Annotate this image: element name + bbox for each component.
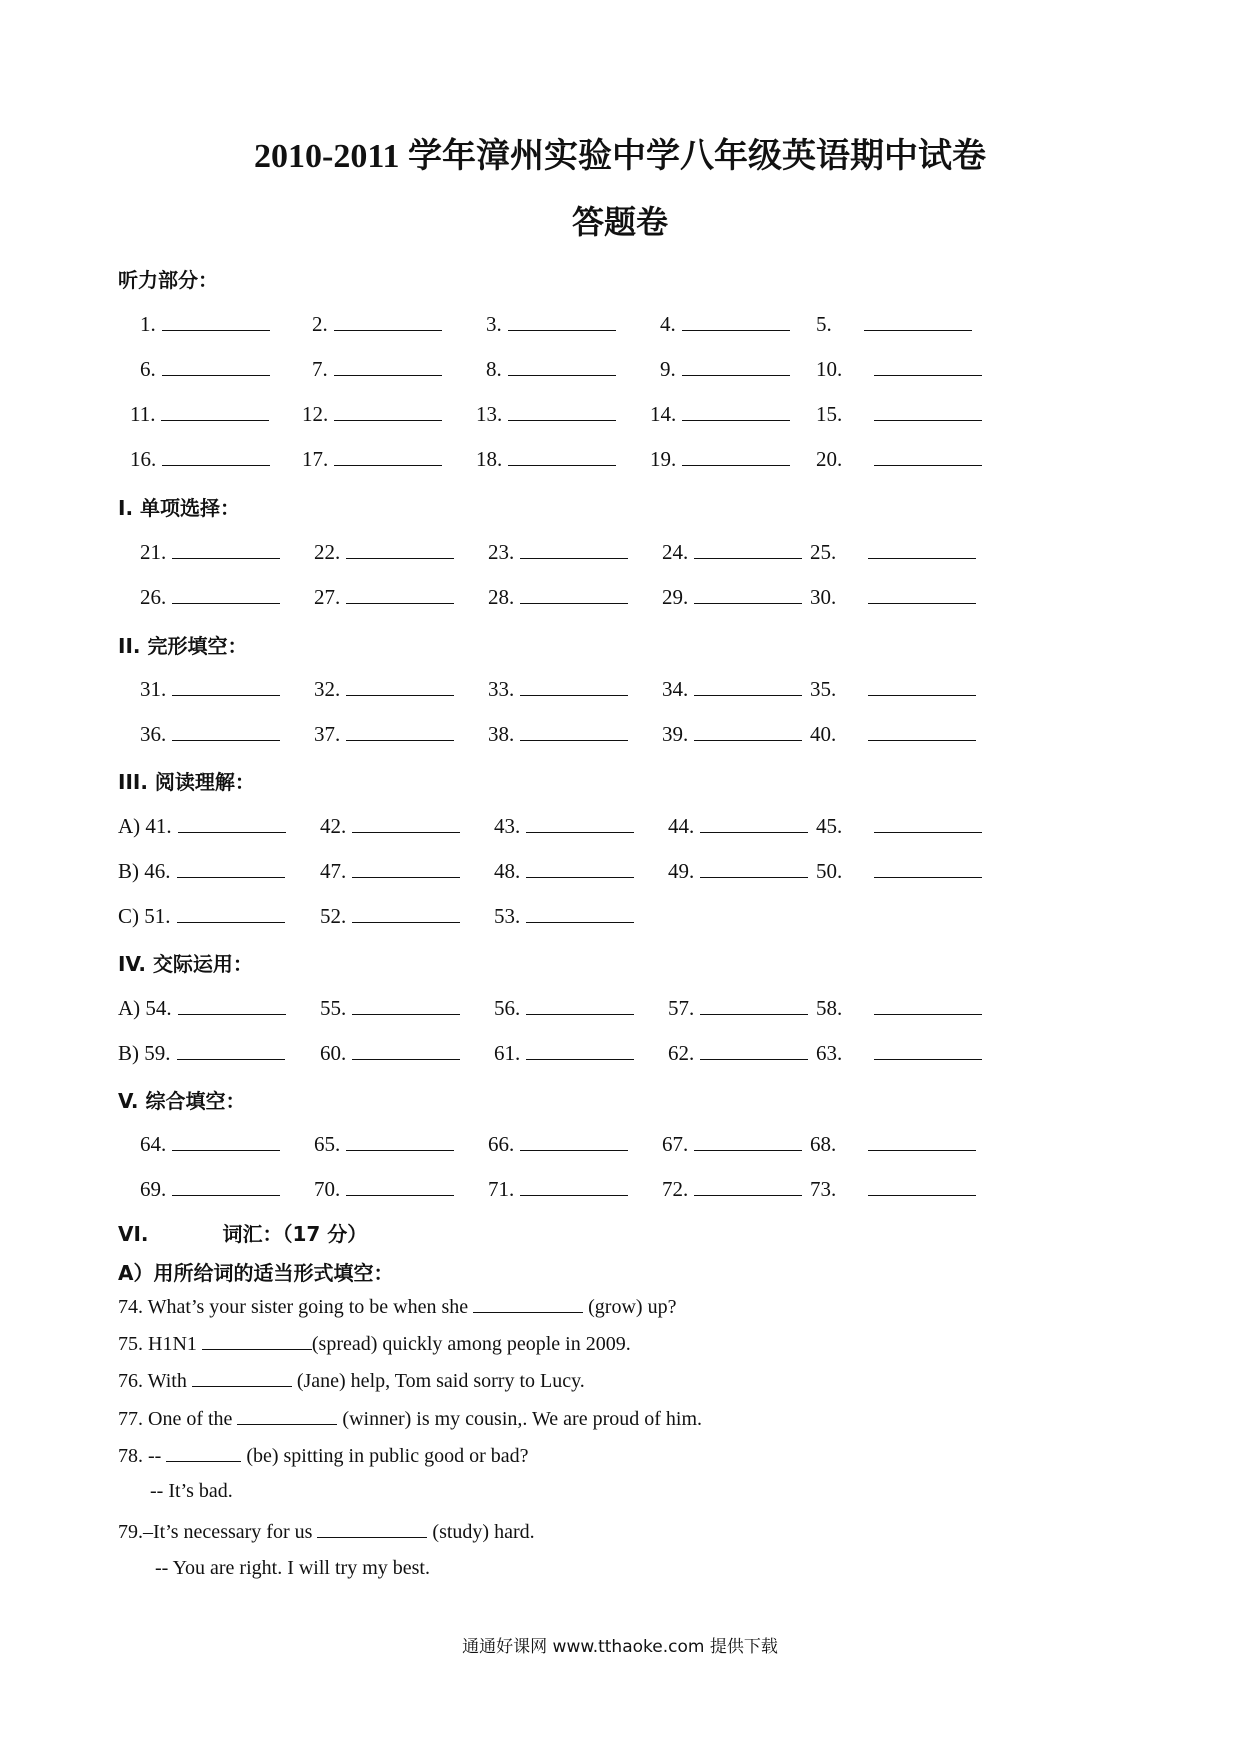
answer-item (650, 445, 790, 472)
item-number: 45. (816, 814, 843, 838)
answer-blank[interactable] (317, 1519, 427, 1538)
answer-item (320, 902, 460, 929)
answer-item (140, 583, 280, 610)
answer-blank[interactable] (177, 902, 285, 923)
answer-item (140, 310, 270, 337)
answer-blank[interactable] (864, 310, 972, 331)
question-75: 75. H1N1 (spread) quickly among people in 2009. (118, 1333, 631, 1355)
answer-blank[interactable] (346, 1175, 454, 1196)
answer-item (488, 675, 628, 702)
section-comprehensive: V. 综合填空： (118, 1089, 246, 1113)
item-number: 16. (130, 447, 157, 471)
item-number: 61. (494, 1041, 521, 1065)
item-number: 32. (314, 677, 341, 701)
answer-item (668, 1039, 808, 1066)
answer-item (302, 445, 442, 472)
answer-blank[interactable] (352, 812, 460, 833)
item-number: 55. (320, 996, 347, 1020)
answer-item (662, 1130, 802, 1157)
answer-item (816, 994, 982, 1021)
answer-blank[interactable] (162, 445, 270, 466)
answer-blank[interactable] (172, 1130, 280, 1151)
item-number: 56. (494, 996, 521, 1020)
answer-blank[interactable] (874, 994, 982, 1015)
answer-item (314, 675, 454, 702)
answer-item (302, 400, 442, 427)
answer-blank[interactable] (868, 538, 976, 559)
answer-item (118, 857, 285, 884)
item-number: 10. (816, 357, 843, 381)
answer-item (488, 1175, 628, 1202)
answer-item (320, 812, 460, 839)
answer-item (494, 994, 634, 1021)
item-number: 26. (140, 585, 167, 609)
item-number: A) 41. (118, 814, 172, 838)
answer-blank[interactable] (694, 720, 802, 741)
section-vocab-part-a: A）用所给词的适当形式填空： (118, 1261, 394, 1285)
answer-blank[interactable] (682, 445, 790, 466)
answer-blank[interactable] (346, 675, 454, 696)
answer-blank[interactable] (166, 1443, 241, 1462)
answer-item (486, 355, 616, 382)
item-number: 22. (314, 540, 341, 564)
question-77: 77. One of the (winner) is my cousin,. We are proud of him. (118, 1408, 703, 1430)
answer-blank[interactable] (682, 310, 790, 331)
answer-blank[interactable] (237, 1406, 337, 1425)
item-number: 72. (662, 1177, 689, 1201)
answer-item (314, 538, 454, 565)
answer-item (810, 538, 976, 565)
answer-blank[interactable] (352, 994, 460, 1015)
answer-blank[interactable] (868, 720, 976, 741)
question-76: 76. With (Jane) help, Tom said sorry to Lucy. (118, 1370, 585, 1392)
answer-item (662, 583, 802, 610)
item-number: C) 51. (118, 904, 171, 928)
answer-blank[interactable] (177, 1039, 285, 1060)
item-number: 52. (320, 904, 347, 928)
answer-blank[interactable] (172, 583, 280, 604)
answer-item (476, 445, 616, 472)
item-number: 6. (140, 357, 156, 381)
section-number: VI. (118, 1222, 149, 1246)
item-number: 67. (662, 1132, 689, 1156)
answer-item (810, 720, 976, 747)
item-number: 9. (660, 357, 676, 381)
answer-blank[interactable] (346, 538, 454, 559)
item-number: 35. (810, 677, 837, 701)
answer-blank[interactable] (526, 994, 634, 1015)
answer-blank[interactable] (346, 583, 454, 604)
item-number: 47. (320, 859, 347, 883)
answer-blank[interactable] (868, 583, 976, 604)
answer-blank[interactable] (874, 445, 982, 466)
item-number: 15. (816, 402, 843, 426)
answer-blank[interactable] (694, 1130, 802, 1151)
footer-source: 通通好课网 www.tthaoke.com 提供下载 (462, 1637, 778, 1657)
answer-blank[interactable] (682, 400, 790, 421)
answer-item (668, 857, 808, 884)
answer-blank[interactable] (334, 445, 442, 466)
answer-blank[interactable] (172, 538, 280, 559)
answer-item (118, 994, 286, 1021)
item-number: 8. (486, 357, 502, 381)
answer-item (140, 538, 280, 565)
item-number: 66. (488, 1132, 515, 1156)
item-number: 31. (140, 677, 167, 701)
answer-blank[interactable] (346, 720, 454, 741)
answer-item (320, 857, 460, 884)
answer-blank[interactable] (508, 355, 616, 376)
item-number: 19. (650, 447, 677, 471)
item-number: A) 54. (118, 996, 172, 1020)
item-number: 53. (494, 904, 521, 928)
question-79-response: -- You are right. I will try my best. (155, 1557, 430, 1579)
section-communication: IV. 交际运用： (118, 952, 253, 976)
item-number: 37. (314, 722, 341, 746)
answer-item (810, 583, 976, 610)
answer-blank[interactable] (172, 1175, 280, 1196)
item-number: 48. (494, 859, 521, 883)
item-number: 62. (668, 1041, 695, 1065)
question-74: 74. What’s your sister going to be when she (grow) up? (118, 1296, 677, 1318)
answer-item (488, 1130, 628, 1157)
item-number: 73. (810, 1177, 837, 1201)
answer-item (140, 1175, 280, 1202)
answer-item (816, 812, 982, 839)
answer-item (486, 310, 616, 337)
item-number: 23. (488, 540, 515, 564)
section-listening: 听力部分： (118, 268, 218, 292)
item-number: 57. (668, 996, 695, 1020)
answer-item (488, 583, 628, 610)
answer-blank[interactable] (520, 1130, 628, 1151)
answer-item (816, 857, 982, 884)
item-number: B) 46. (118, 859, 171, 883)
item-number: 27. (314, 585, 341, 609)
answer-blank[interactable] (868, 675, 976, 696)
answer-blank[interactable] (868, 1130, 976, 1151)
answer-item (494, 812, 634, 839)
answer-blank[interactable] (520, 583, 628, 604)
answer-blank[interactable] (178, 994, 286, 1015)
item-number: 3. (486, 312, 502, 336)
answer-item (140, 720, 280, 747)
item-number: 43. (494, 814, 521, 838)
answer-item (816, 1039, 982, 1066)
answer-item (810, 1130, 976, 1157)
answer-blank[interactable] (694, 675, 802, 696)
answer-item (494, 902, 634, 929)
answer-item (816, 310, 972, 337)
answer-item (118, 1039, 285, 1066)
answer-item (668, 994, 808, 1021)
item-number: 36. (140, 722, 167, 746)
answer-item (662, 720, 802, 747)
answer-item (488, 720, 628, 747)
answer-item (816, 400, 982, 427)
answer-blank[interactable] (508, 445, 616, 466)
item-number: 65. (314, 1132, 341, 1156)
answer-blank[interactable] (520, 720, 628, 741)
answer-blank[interactable] (352, 857, 460, 878)
answer-blank[interactable] (874, 857, 982, 878)
answer-blank[interactable] (526, 902, 634, 923)
answer-item (660, 355, 790, 382)
answer-blank[interactable] (874, 355, 982, 376)
answer-blank[interactable] (172, 675, 280, 696)
answer-item (662, 675, 802, 702)
item-number: 29. (662, 585, 689, 609)
answer-item (810, 675, 976, 702)
answer-item (488, 538, 628, 565)
item-number: 71. (488, 1177, 515, 1201)
answer-item (320, 994, 460, 1021)
answer-blank[interactable] (178, 812, 286, 833)
answer-blank[interactable] (526, 1039, 634, 1060)
item-number: 28. (488, 585, 515, 609)
answer-item (312, 355, 442, 382)
answer-blank[interactable] (694, 583, 802, 604)
answer-item (312, 310, 442, 337)
section-vocabulary (118, 1218, 367, 1247)
item-number: 2. (312, 312, 328, 336)
answer-blank[interactable] (700, 812, 808, 833)
answer-blank[interactable] (334, 400, 442, 421)
item-number: 70. (314, 1177, 341, 1201)
section-heading: 词汇：（17 分） (222, 1222, 368, 1246)
item-number: 25. (810, 540, 837, 564)
answer-blank[interactable] (352, 1039, 460, 1060)
item-number: 39. (662, 722, 689, 746)
answer-blank[interactable] (526, 812, 634, 833)
answer-item (810, 1175, 976, 1202)
section-cloze: II. 完形填空： (118, 634, 248, 658)
item-number: 13. (476, 402, 503, 426)
item-number: 1. (140, 312, 156, 336)
answer-item (476, 400, 616, 427)
item-number: B) 59. (118, 1041, 171, 1065)
answer-blank[interactable] (700, 857, 808, 878)
answer-blank[interactable] (192, 1368, 292, 1387)
answer-blank[interactable] (868, 1175, 976, 1196)
item-number: 21. (140, 540, 167, 564)
item-number: 49. (668, 859, 695, 883)
answer-blank[interactable] (520, 538, 628, 559)
item-number: 5. (816, 312, 832, 336)
section-multiple-choice: I. 单项选择： (118, 496, 241, 520)
answer-item (118, 812, 286, 839)
item-number: 60. (320, 1041, 347, 1065)
answer-blank[interactable] (694, 538, 802, 559)
answer-blank[interactable] (520, 1175, 628, 1196)
answer-blank[interactable] (526, 857, 634, 878)
answer-blank[interactable] (334, 310, 442, 331)
answer-blank[interactable] (177, 857, 285, 878)
answer-blank[interactable] (682, 355, 790, 376)
answer-blank[interactable] (874, 1039, 982, 1060)
answer-blank[interactable] (694, 1175, 802, 1196)
answer-item (494, 1039, 634, 1066)
answer-item (320, 1039, 460, 1066)
answer-item (140, 675, 280, 702)
answer-item (314, 1130, 454, 1157)
item-number: 64. (140, 1132, 167, 1156)
question-78: 78. -- (be) spitting in public good or bad? (118, 1445, 529, 1467)
item-number: 4. (660, 312, 676, 336)
answer-blank[interactable] (700, 994, 808, 1015)
answer-item (650, 400, 790, 427)
answer-item (816, 445, 982, 472)
answer-item (314, 583, 454, 610)
answer-blank[interactable] (874, 400, 982, 421)
exam-subtitle: 答题卷 (571, 204, 668, 240)
answer-item (130, 445, 270, 472)
item-number: 58. (816, 996, 843, 1020)
section-reading: III. 阅读理解： (118, 770, 255, 794)
answer-blank[interactable] (508, 400, 616, 421)
item-number: 40. (810, 722, 837, 746)
answer-item (314, 1175, 454, 1202)
item-number: 18. (476, 447, 503, 471)
answer-blank[interactable] (162, 310, 270, 331)
item-number: 69. (140, 1177, 167, 1201)
exam-title: 2010-2011 学年漳州实验中学八年级英语期中试卷 (254, 138, 986, 175)
item-number: 63. (816, 1041, 843, 1065)
answer-item (130, 400, 269, 427)
item-number: 20. (816, 447, 843, 471)
item-number: 33. (488, 677, 515, 701)
item-number: 24. (662, 540, 689, 564)
answer-blank[interactable] (508, 310, 616, 331)
answer-blank[interactable] (334, 355, 442, 376)
answer-item (118, 902, 285, 929)
item-number: 14. (650, 402, 677, 426)
answer-blank[interactable] (202, 1331, 312, 1350)
answer-blank[interactable] (874, 812, 982, 833)
answer-item (668, 812, 808, 839)
item-number: 30. (810, 585, 837, 609)
item-number: 7. (312, 357, 328, 381)
answer-blank[interactable] (161, 400, 269, 421)
item-number: 50. (816, 859, 843, 883)
item-number: 12. (302, 402, 329, 426)
answer-blank[interactable] (172, 720, 280, 741)
answer-blank[interactable] (352, 902, 460, 923)
answer-blank[interactable] (346, 1130, 454, 1151)
question-79: 79.–It’s necessary for us (study) hard. (118, 1521, 535, 1543)
answer-item (662, 1175, 802, 1202)
item-number: 34. (662, 677, 689, 701)
item-number: 38. (488, 722, 515, 746)
answer-item (816, 355, 982, 382)
answer-item (662, 538, 802, 565)
answer-item (314, 720, 454, 747)
answer-blank[interactable] (162, 355, 270, 376)
question-78-response: -- It’s bad. (150, 1480, 233, 1502)
answer-item (140, 1130, 280, 1157)
item-number: 42. (320, 814, 347, 838)
answer-item (660, 310, 790, 337)
answer-blank[interactable] (520, 675, 628, 696)
item-number: 44. (668, 814, 695, 838)
item-number: 11. (130, 402, 156, 426)
answer-blank[interactable] (473, 1294, 583, 1313)
answer-blank[interactable] (700, 1039, 808, 1060)
item-number: 68. (810, 1132, 837, 1156)
item-number: 17. (302, 447, 329, 471)
answer-item (140, 355, 270, 382)
answer-item (494, 857, 634, 884)
